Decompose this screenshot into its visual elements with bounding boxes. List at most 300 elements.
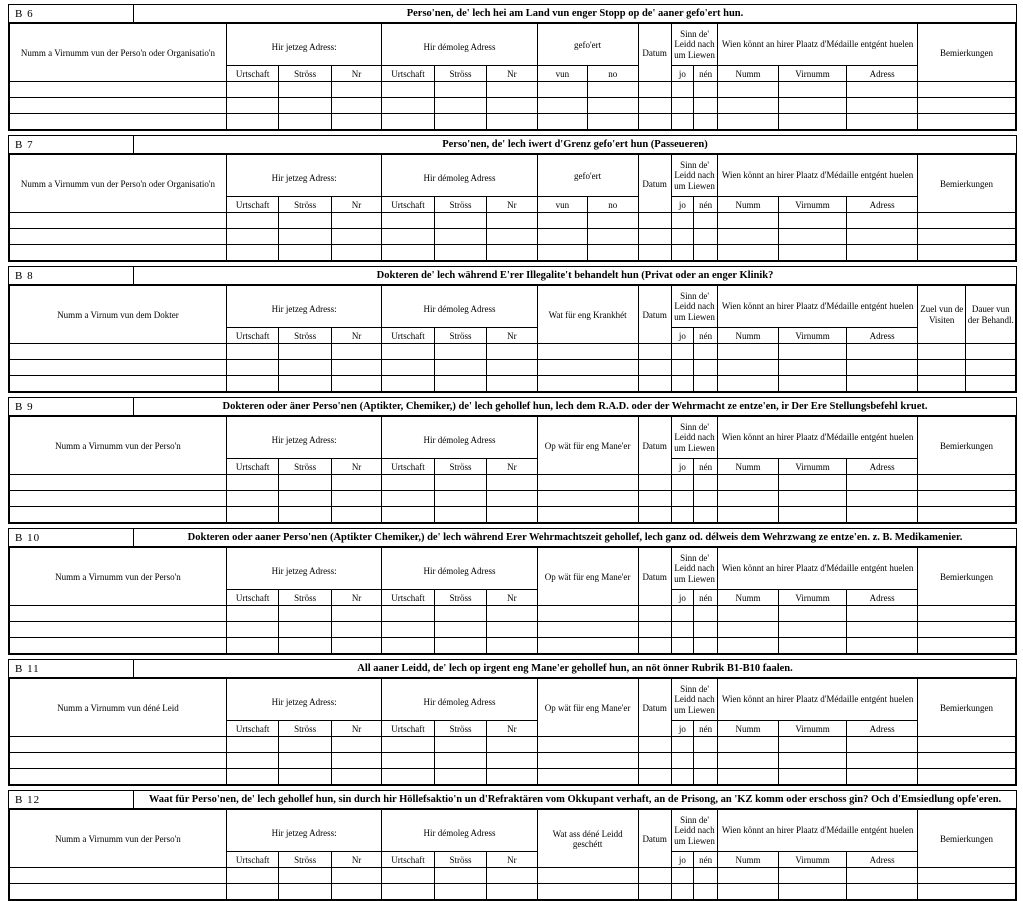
- cell[interactable]: [638, 82, 671, 98]
- table-row[interactable]: [10, 98, 1016, 114]
- cell[interactable]: [382, 753, 434, 769]
- cell[interactable]: [226, 769, 278, 785]
- cell[interactable]: [10, 98, 227, 114]
- cell[interactable]: [331, 769, 381, 785]
- cell[interactable]: [718, 606, 779, 622]
- cell[interactable]: [537, 622, 638, 638]
- cell[interactable]: [778, 491, 847, 507]
- cell[interactable]: [10, 753, 227, 769]
- cell[interactable]: [226, 638, 278, 654]
- cell[interactable]: [537, 475, 638, 491]
- cell[interactable]: [279, 622, 331, 638]
- cell[interactable]: [537, 769, 638, 785]
- cell[interactable]: [331, 213, 381, 229]
- cell[interactable]: [718, 229, 779, 245]
- cell[interactable]: [487, 491, 537, 507]
- cell[interactable]: [847, 884, 918, 900]
- cell[interactable]: [778, 229, 847, 245]
- cell[interactable]: [226, 884, 278, 900]
- cell[interactable]: [918, 769, 1016, 785]
- cell[interactable]: [382, 82, 434, 98]
- cell[interactable]: [694, 622, 718, 638]
- cell[interactable]: [487, 213, 537, 229]
- table-row[interactable]: [10, 868, 1016, 884]
- cell[interactable]: [918, 868, 1016, 884]
- cell[interactable]: [718, 245, 779, 261]
- cell[interactable]: [918, 622, 1016, 638]
- cell[interactable]: [847, 98, 918, 114]
- cell[interactable]: [279, 638, 331, 654]
- cell[interactable]: [487, 360, 537, 376]
- cell[interactable]: [847, 606, 918, 622]
- cell[interactable]: [671, 360, 693, 376]
- cell[interactable]: [778, 622, 847, 638]
- cell[interactable]: [226, 114, 278, 130]
- cell[interactable]: [331, 344, 381, 360]
- cell[interactable]: [847, 114, 918, 130]
- cell[interactable]: [718, 376, 779, 392]
- cell[interactable]: [588, 114, 638, 130]
- cell[interactable]: [671, 213, 693, 229]
- cell[interactable]: [10, 606, 227, 622]
- cell[interactable]: [382, 376, 434, 392]
- cell[interactable]: [694, 884, 718, 900]
- cell[interactable]: [718, 884, 779, 900]
- cell[interactable]: [588, 245, 638, 261]
- cell[interactable]: [537, 344, 638, 360]
- cell[interactable]: [331, 868, 381, 884]
- cell[interactable]: [694, 82, 718, 98]
- cell[interactable]: [638, 638, 671, 654]
- cell[interactable]: [718, 213, 779, 229]
- cell[interactable]: [847, 638, 918, 654]
- cell[interactable]: [847, 213, 918, 229]
- cell[interactable]: [226, 376, 278, 392]
- cell[interactable]: [671, 344, 693, 360]
- table-row[interactable]: [10, 507, 1016, 523]
- cell[interactable]: [226, 491, 278, 507]
- table-row[interactable]: [10, 884, 1016, 900]
- cell[interactable]: [434, 229, 486, 245]
- cell[interactable]: [638, 753, 671, 769]
- cell[interactable]: [226, 229, 278, 245]
- cell[interactable]: [382, 491, 434, 507]
- cell[interactable]: [226, 753, 278, 769]
- cell[interactable]: [487, 884, 537, 900]
- cell[interactable]: [847, 868, 918, 884]
- cell[interactable]: [10, 868, 227, 884]
- cell[interactable]: [279, 344, 331, 360]
- cell[interactable]: [847, 245, 918, 261]
- cell[interactable]: [918, 491, 1016, 507]
- table-row[interactable]: [10, 376, 1016, 392]
- cell[interactable]: [10, 622, 227, 638]
- cell[interactable]: [434, 360, 486, 376]
- cell[interactable]: [279, 98, 331, 114]
- cell[interactable]: [434, 622, 486, 638]
- cell[interactable]: [226, 507, 278, 523]
- cell[interactable]: [10, 507, 227, 523]
- cell[interactable]: [537, 82, 587, 98]
- cell[interactable]: [778, 868, 847, 884]
- cell[interactable]: [694, 344, 718, 360]
- cell[interactable]: [778, 769, 847, 785]
- cell[interactable]: [588, 82, 638, 98]
- cell[interactable]: [10, 376, 227, 392]
- cell[interactable]: [638, 884, 671, 900]
- cell[interactable]: [918, 360, 966, 376]
- cell[interactable]: [638, 475, 671, 491]
- cell[interactable]: [10, 82, 227, 98]
- cell[interactable]: [331, 753, 381, 769]
- cell[interactable]: [671, 376, 693, 392]
- cell[interactable]: [226, 622, 278, 638]
- cell[interactable]: [694, 114, 718, 130]
- cell[interactable]: [638, 622, 671, 638]
- cell[interactable]: [671, 245, 693, 261]
- cell[interactable]: [778, 753, 847, 769]
- cell[interactable]: [537, 114, 587, 130]
- cell[interactable]: [718, 753, 779, 769]
- cell[interactable]: [718, 475, 779, 491]
- cell[interactable]: [694, 737, 718, 753]
- table-row[interactable]: [10, 753, 1016, 769]
- cell[interactable]: [434, 737, 486, 753]
- cell[interactable]: [778, 344, 847, 360]
- cell[interactable]: [382, 507, 434, 523]
- cell[interactable]: [917, 82, 1015, 98]
- table-row[interactable]: [10, 344, 1016, 360]
- table-row[interactable]: [10, 114, 1016, 130]
- cell[interactable]: [694, 360, 718, 376]
- cell[interactable]: [226, 344, 278, 360]
- cell[interactable]: [226, 868, 278, 884]
- cell[interactable]: [434, 507, 486, 523]
- cell[interactable]: [638, 344, 671, 360]
- cell[interactable]: [226, 737, 278, 753]
- cell[interactable]: [331, 884, 381, 900]
- table-row[interactable]: [10, 769, 1016, 785]
- cell[interactable]: [778, 507, 847, 523]
- cell[interactable]: [718, 622, 779, 638]
- cell[interactable]: [331, 737, 381, 753]
- cell[interactable]: [778, 606, 847, 622]
- cell[interactable]: [331, 638, 381, 654]
- cell[interactable]: [226, 360, 278, 376]
- cell[interactable]: [226, 213, 278, 229]
- cell[interactable]: [917, 213, 1015, 229]
- cell[interactable]: [778, 213, 847, 229]
- cell[interactable]: [671, 114, 693, 130]
- cell[interactable]: [638, 491, 671, 507]
- cell[interactable]: [279, 376, 331, 392]
- cell[interactable]: [382, 638, 434, 654]
- cell[interactable]: [226, 245, 278, 261]
- cell[interactable]: [382, 475, 434, 491]
- cell[interactable]: [331, 491, 381, 507]
- cell[interactable]: [671, 606, 693, 622]
- cell[interactable]: [694, 475, 718, 491]
- cell[interactable]: [487, 82, 537, 98]
- cell[interactable]: [537, 868, 638, 884]
- cell[interactable]: [487, 507, 537, 523]
- table-row[interactable]: [10, 737, 1016, 753]
- table-row[interactable]: [10, 491, 1016, 507]
- cell[interactable]: [694, 753, 718, 769]
- cell[interactable]: [279, 507, 331, 523]
- cell[interactable]: [966, 376, 1016, 392]
- cell[interactable]: [671, 622, 693, 638]
- cell[interactable]: [434, 491, 486, 507]
- cell[interactable]: [434, 753, 486, 769]
- cell[interactable]: [694, 606, 718, 622]
- cell[interactable]: [671, 98, 693, 114]
- cell[interactable]: [918, 376, 966, 392]
- cell[interactable]: [671, 475, 693, 491]
- cell[interactable]: [778, 638, 847, 654]
- cell[interactable]: [638, 360, 671, 376]
- cell[interactable]: [778, 114, 847, 130]
- cell[interactable]: [918, 638, 1016, 654]
- cell[interactable]: [279, 737, 331, 753]
- cell[interactable]: [10, 638, 227, 654]
- cell[interactable]: [694, 507, 718, 523]
- cell[interactable]: [588, 98, 638, 114]
- cell[interactable]: [778, 98, 847, 114]
- cell[interactable]: [847, 82, 918, 98]
- cell[interactable]: [638, 737, 671, 753]
- cell[interactable]: [382, 114, 434, 130]
- cell[interactable]: [638, 213, 671, 229]
- cell[interactable]: [487, 376, 537, 392]
- cell[interactable]: [847, 737, 918, 753]
- cell[interactable]: [917, 245, 1015, 261]
- cell[interactable]: [778, 884, 847, 900]
- cell[interactable]: [382, 229, 434, 245]
- cell[interactable]: [487, 245, 537, 261]
- cell[interactable]: [671, 229, 693, 245]
- cell[interactable]: [917, 98, 1015, 114]
- cell[interactable]: [537, 360, 638, 376]
- cell[interactable]: [671, 638, 693, 654]
- table-row[interactable]: [10, 229, 1016, 245]
- cell[interactable]: [434, 769, 486, 785]
- cell[interactable]: [279, 868, 331, 884]
- cell[interactable]: [279, 475, 331, 491]
- cell[interactable]: [694, 491, 718, 507]
- cell[interactable]: [778, 475, 847, 491]
- table-row[interactable]: [10, 360, 1016, 376]
- cell[interactable]: [10, 491, 227, 507]
- cell[interactable]: [918, 475, 1016, 491]
- cell[interactable]: [694, 229, 718, 245]
- cell[interactable]: [778, 737, 847, 753]
- cell[interactable]: [537, 98, 587, 114]
- cell[interactable]: [434, 638, 486, 654]
- cell[interactable]: [671, 507, 693, 523]
- cell[interactable]: [537, 884, 638, 900]
- cell[interactable]: [434, 245, 486, 261]
- cell[interactable]: [718, 360, 779, 376]
- table-row[interactable]: [10, 638, 1016, 654]
- cell[interactable]: [434, 98, 486, 114]
- cell[interactable]: [694, 769, 718, 785]
- cell[interactable]: [671, 753, 693, 769]
- cell[interactable]: [10, 884, 227, 900]
- cell[interactable]: [331, 98, 381, 114]
- cell[interactable]: [638, 606, 671, 622]
- cell[interactable]: [847, 344, 918, 360]
- cell[interactable]: [331, 376, 381, 392]
- cell[interactable]: [487, 769, 537, 785]
- cell[interactable]: [279, 491, 331, 507]
- cell[interactable]: [638, 376, 671, 392]
- cell[interactable]: [331, 114, 381, 130]
- cell[interactable]: [718, 344, 779, 360]
- cell[interactable]: [918, 884, 1016, 900]
- cell[interactable]: [487, 737, 537, 753]
- cell[interactable]: [331, 475, 381, 491]
- cell[interactable]: [331, 360, 381, 376]
- cell[interactable]: [487, 344, 537, 360]
- cell[interactable]: [331, 82, 381, 98]
- cell[interactable]: [434, 868, 486, 884]
- cell[interactable]: [487, 475, 537, 491]
- cell[interactable]: [434, 213, 486, 229]
- cell[interactable]: [434, 114, 486, 130]
- cell[interactable]: [434, 606, 486, 622]
- cell[interactable]: [487, 229, 537, 245]
- cell[interactable]: [778, 245, 847, 261]
- cell[interactable]: [638, 114, 671, 130]
- cell[interactable]: [331, 245, 381, 261]
- cell[interactable]: [588, 229, 638, 245]
- cell[interactable]: [434, 82, 486, 98]
- cell[interactable]: [434, 344, 486, 360]
- cell[interactable]: [10, 229, 227, 245]
- cell[interactable]: [10, 360, 227, 376]
- cell[interactable]: [279, 360, 331, 376]
- cell[interactable]: [966, 360, 1016, 376]
- cell[interactable]: [487, 622, 537, 638]
- cell[interactable]: [331, 507, 381, 523]
- cell[interactable]: [537, 638, 638, 654]
- cell[interactable]: [718, 114, 779, 130]
- cell[interactable]: [279, 245, 331, 261]
- cell[interactable]: [638, 245, 671, 261]
- cell[interactable]: [10, 475, 227, 491]
- cell[interactable]: [718, 82, 779, 98]
- cell[interactable]: [331, 606, 381, 622]
- cell[interactable]: [638, 229, 671, 245]
- cell[interactable]: [671, 737, 693, 753]
- cell[interactable]: [671, 769, 693, 785]
- cell[interactable]: [917, 229, 1015, 245]
- cell[interactable]: [917, 114, 1015, 130]
- cell[interactable]: [382, 606, 434, 622]
- cell[interactable]: [226, 475, 278, 491]
- table-row[interactable]: [10, 606, 1016, 622]
- cell[interactable]: [382, 622, 434, 638]
- cell[interactable]: [10, 344, 227, 360]
- cell[interactable]: [10, 114, 227, 130]
- cell[interactable]: [279, 82, 331, 98]
- cell[interactable]: [694, 376, 718, 392]
- cell[interactable]: [279, 753, 331, 769]
- cell[interactable]: [10, 769, 227, 785]
- cell[interactable]: [226, 606, 278, 622]
- cell[interactable]: [487, 98, 537, 114]
- cell[interactable]: [671, 82, 693, 98]
- cell[interactable]: [847, 769, 918, 785]
- cell[interactable]: [279, 606, 331, 622]
- cell[interactable]: [638, 507, 671, 523]
- cell[interactable]: [847, 753, 918, 769]
- cell[interactable]: [331, 622, 381, 638]
- cell[interactable]: [382, 344, 434, 360]
- cell[interactable]: [694, 245, 718, 261]
- cell[interactable]: [694, 868, 718, 884]
- cell[interactable]: [718, 98, 779, 114]
- table-row[interactable]: [10, 213, 1016, 229]
- cell[interactable]: [588, 213, 638, 229]
- cell[interactable]: [382, 769, 434, 785]
- cell[interactable]: [638, 98, 671, 114]
- cell[interactable]: [966, 344, 1016, 360]
- cell[interactable]: [537, 229, 587, 245]
- cell[interactable]: [10, 737, 227, 753]
- cell[interactable]: [487, 114, 537, 130]
- cell[interactable]: [434, 884, 486, 900]
- cell[interactable]: [537, 753, 638, 769]
- table-row[interactable]: [10, 82, 1016, 98]
- cell[interactable]: [671, 491, 693, 507]
- cell[interactable]: [382, 360, 434, 376]
- cell[interactable]: [778, 360, 847, 376]
- cell[interactable]: [694, 638, 718, 654]
- cell[interactable]: [279, 229, 331, 245]
- cell[interactable]: [778, 376, 847, 392]
- cell[interactable]: [718, 868, 779, 884]
- cell[interactable]: [918, 606, 1016, 622]
- cell[interactable]: [718, 638, 779, 654]
- cell[interactable]: [10, 245, 227, 261]
- cell[interactable]: [718, 507, 779, 523]
- cell[interactable]: [847, 507, 918, 523]
- cell[interactable]: [847, 229, 918, 245]
- cell[interactable]: [487, 606, 537, 622]
- cell[interactable]: [434, 475, 486, 491]
- cell[interactable]: [382, 98, 434, 114]
- table-row[interactable]: [10, 245, 1016, 261]
- cell[interactable]: [487, 753, 537, 769]
- cell[interactable]: [718, 769, 779, 785]
- cell[interactable]: [434, 376, 486, 392]
- cell[interactable]: [847, 475, 918, 491]
- cell[interactable]: [487, 868, 537, 884]
- cell[interactable]: [487, 638, 537, 654]
- cell[interactable]: [694, 98, 718, 114]
- cell[interactable]: [694, 213, 718, 229]
- table-row[interactable]: [10, 475, 1016, 491]
- cell[interactable]: [382, 213, 434, 229]
- cell[interactable]: [718, 737, 779, 753]
- cell[interactable]: [671, 868, 693, 884]
- cell[interactable]: [537, 376, 638, 392]
- cell[interactable]: [537, 507, 638, 523]
- cell[interactable]: [718, 491, 779, 507]
- cell[interactable]: [847, 360, 918, 376]
